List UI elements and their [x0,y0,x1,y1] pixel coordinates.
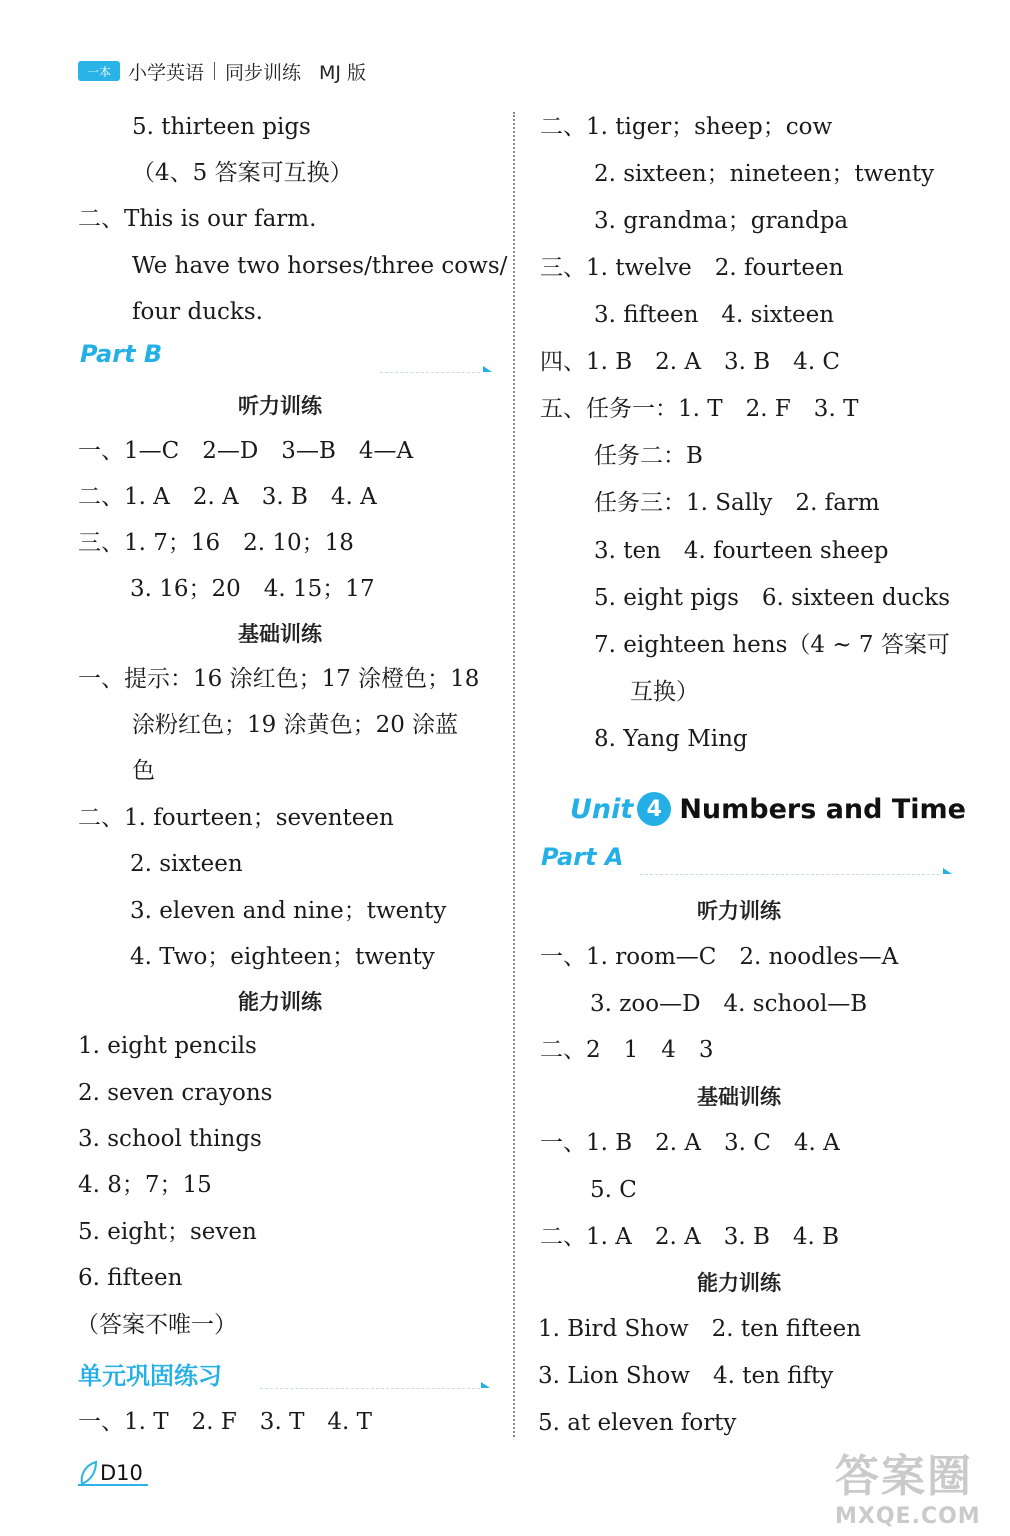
page-number-underline [78,1484,148,1486]
answer-line: 色 [132,758,155,784]
answer-line: 三、1. twelve 2. fourteen [540,255,844,281]
unit-word: Unit [570,793,634,825]
part-rule [380,372,480,373]
answer-line: 二、1. A 2. A 3. B 4. B [540,1224,840,1250]
answer-line: 一、1—C 2—D 3—B 4—A [78,438,414,464]
answer-line: 4. 8；7；15 [78,1172,212,1198]
answer-line: 4. Two；eighteen；twenty [130,944,435,970]
answer-line: 一、1. B 2. A 3. C 4. A [540,1130,840,1156]
answer-line: 2. seven crayons [78,1080,273,1106]
answer-line: 8. Yang Ming [594,726,748,752]
part-marker-icon [481,1382,490,1388]
answer-line: 6. fifteen [78,1265,183,1291]
answer-line: 二、1. fourteen；seventeen [78,805,394,831]
answer-line: 5. thirteen pigs [132,114,311,140]
answer-line: 3. fifteen 4. sixteen [594,302,835,328]
page-number [78,1460,143,1486]
answer-line: 3. 16；20 4. 15；17 [130,576,375,602]
section-heading-ability: 能力训练 [697,1271,781,1295]
section-heading-basic: 基础训练 [238,622,322,646]
answer-line: 任务二：B [594,443,703,469]
column-divider [513,112,515,1437]
answer-line: 涂粉红色；19 涂黄色；20 涂蓝 [132,712,459,738]
answer-line: 3. school things [78,1126,262,1152]
answer-line: 5. C [590,1177,637,1203]
answer-line: 二、This is our farm. [78,206,317,232]
part-rule [260,1388,480,1389]
part-marker-icon [943,868,952,874]
answer-line: 5. at eleven forty [538,1410,737,1436]
leaf-icon [78,1460,100,1486]
section-heading-listening: 听力训练 [238,394,322,418]
page-number-text: D10 [100,1461,143,1485]
answer-line: 二、1. A 2. A 3. B 4. A [78,484,377,510]
part-rule [640,874,940,875]
section-heading-basic: 基础训练 [697,1085,781,1109]
watermark-logo-text: 答案圈 [835,1451,973,1502]
answer-line: 3. Lion Show 4. ten fifty [538,1363,834,1389]
answer-line: We have two horses/three cows/ [132,253,508,279]
answer-line: 3. grandma；grandpa [594,208,849,234]
book-logo: 一本 [78,61,120,81]
answer-line: 一、1. room—C 2. noodles—A [540,944,899,970]
page-header [78,56,366,86]
part-b-heading: Part B [80,340,163,368]
answer-line: 7. eighteen hens（4 ~ 7 答案可 [594,632,950,658]
header-separator [214,62,215,80]
answer-line: 任务三：1. Sally 2. farm [594,490,880,516]
header-title: 小学英语 [128,61,205,84]
answer-line: （答案不唯一） [76,1312,237,1338]
answer-line: 一、1. T 2. F 3. T 4. T [78,1409,373,1435]
answer-line: 2. sixteen [130,851,243,877]
section-heading-listening: 听力训练 [697,899,781,923]
answer-line: （4、5 答案可互换） [132,160,353,186]
watermark [835,1440,1005,1530]
header-edition: MJ 版 [319,61,367,84]
answer-line: 二、2 1 4 3 [540,1037,714,1063]
answer-line: 3. zoo—D 4. school—B [590,991,868,1017]
unit-name: Numbers and Time [679,793,966,825]
answer-line: 3. eleven and nine；twenty [130,898,447,924]
answer-line: 互换） [630,679,699,705]
answer-line: 2. sixteen；nineteen；twenty [594,161,935,187]
watermark-url: MXQE.COM [835,1504,981,1529]
answer-line: 二、1. tiger；sheep；cow [540,114,833,140]
part-marker-icon [483,366,492,372]
unit-review-heading: 单元巩固练习 [78,1362,222,1390]
answer-line: 3. ten 4. fourteen sheep [594,538,889,564]
answer-line: 一、提示：16 涂红色；17 涂橙色；18 [78,666,480,692]
answer-line: 四、1. B 2. A 3. B 4. C [540,349,841,375]
answer-line: 5. eight；seven [78,1219,257,1245]
unit-title [570,792,966,826]
header-subtitle: 同步训练 [225,61,302,84]
answer-line: 1. eight pencils [78,1033,257,1059]
answer-line: 5. eight pigs 6. sixteen ducks [594,585,951,611]
answer-line: 1. Bird Show 2. ten fifteen [538,1316,862,1342]
answer-line: 三、1. 7；16 2. 10；18 [78,530,354,556]
part-a-heading: Part A [541,843,624,871]
answer-line: four ducks. [132,299,263,325]
unit-number-badge: 4 [637,792,671,826]
section-heading-ability: 能力训练 [238,990,322,1014]
answer-line: 五、任务一：1. T 2. F 3. T [540,396,859,422]
